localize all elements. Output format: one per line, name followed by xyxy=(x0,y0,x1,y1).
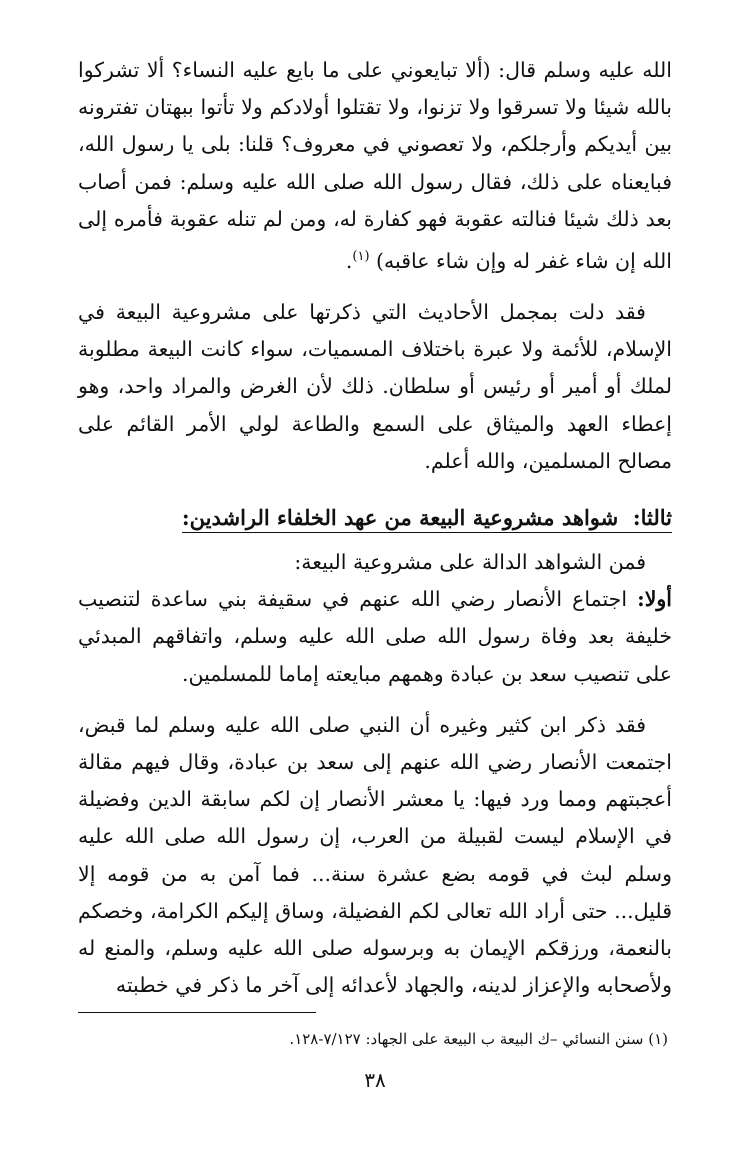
paragraph-hadith-text: الله عليه وسلم قال: (ألا تبايعوني على ما بايع عليه النساء؟ ألا تشركوا بالله شيئا ولا تسرقوا ولا تزنوا، ولا تقتلوا أولادكم ولا تأتوا ببهتان تفترونه بين أيديكم وأرجلكم، ولا تعصوني في معروف؟ قلنا: بلى يا رسول الله، فبايعناه على ذلك، فقال رسول الله صلى الله عليه وسلم: فمن أصاب بعد ذلك شيئا فنالته عقوبة فهو كفارة له، ومن لم تنله عقوبة فأمره إلى الله إن شاء غفر له وإن شاء عاقبه) xyxy=(78,58,672,273)
document-page xyxy=(78,52,672,1005)
footnote: (١) سنن النسائي –ك البيعة ب البيعة على الجهاد: ٧/١٢٧-١٢٨. xyxy=(289,1030,668,1048)
list-item-first xyxy=(78,581,672,693)
list-item-label: أولا: xyxy=(637,587,672,612)
section-heading-title: شواهد مشروعية البيعة من عهد الخلفاء الراشدين: xyxy=(181,505,619,531)
page-number: ٣٨ xyxy=(364,1068,386,1092)
section-heading-underlined xyxy=(182,505,672,533)
paragraph-hadith-end: . xyxy=(345,248,353,273)
paragraph-conclusion: فقد دلت بمجمل الأحاديث التي ذكرتها على مشروعية البيعة في الإسلام، للأئمة ولا عبرة باختلاف المسميات، سواء كانت البيعة مطلوبة لملك أو أمير أو رئيس أو سلطان. ذلك لأن الغرض والمراد واحد، وهو إعطاء العهد والميثاق على السمع والطاعة لولي الأمر القائم على مصالح المسلمين، والله أعلم. xyxy=(78,300,672,473)
footnote-reference[interactable]: (١) xyxy=(352,249,370,265)
spacer xyxy=(78,280,672,294)
paragraph-hadith xyxy=(78,52,672,280)
paragraph-ibn-kathir: فقد ذكر ابن كثير وغيره أن النبي صلى الله عليه وسلم لما قبض، اجتمعت الأنصار رضي الله عنهم إلى سعد بن عبادة، وقال فيهم مقالة أعجبتهم ومما ورد فيها: يا معشر الأنصار إن لكم سابقة الدين وفضيلة في الإسلام ليست لقبيلة من العرب، إن رسول الله صلى الله عليه وسلم لبث في قومه بضع عشرة سنة... فما آمن به من قومه إلا قليل... حتى أراد الله تعالى لكم الفضيلة، وساق إليكم الكرامة، وخصكم بالنعمة، ورزقكم الإيمان به وبرسوله صلى الله عليه وسلم، والمنع له ولأصحابه والإعزاز لدينه، والجهاد لأعدائه إلى آخر ما ذكر في خطبته xyxy=(78,712,672,998)
spacer xyxy=(78,693,672,707)
section-heading xyxy=(78,498,672,538)
spacer xyxy=(78,480,672,498)
section-heading-number: ثالثا: xyxy=(632,505,672,531)
paragraph-intro: فمن الشواهد الدالة على مشروعية البيعة: xyxy=(294,550,646,575)
footnote-divider xyxy=(78,1012,316,1013)
list-item-text: اجتماع الأنصار رضي الله عنهم في سقيفة بني ساعدة لتنصيب خليفة بعد وفاة رسول الله صلى الله عليه وسلم، واتفاقهم المبدئي على تنصيب سعد بن عبادة وهمهم مبايعته إماما للمسلمين. xyxy=(78,587,672,686)
